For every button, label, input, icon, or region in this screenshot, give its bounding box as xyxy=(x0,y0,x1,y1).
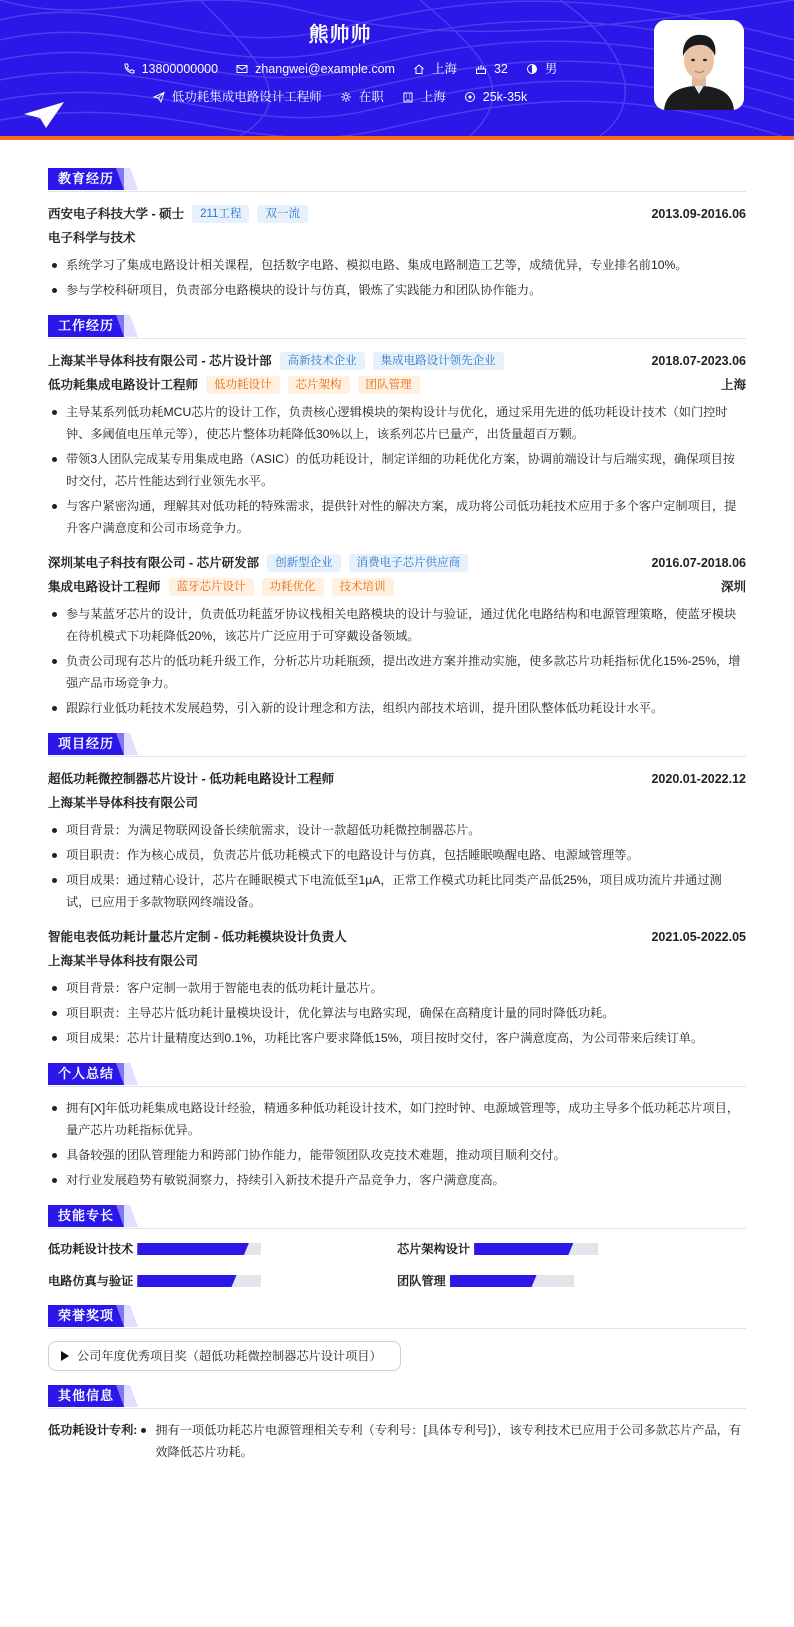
list-item: 项目背景：为满足物联网设备长续航需求，设计一款超低功耗微控制器芯片。 xyxy=(48,819,746,841)
list-item: 项目职责：作为核心成员，负责芯片低功耗模式下的电路设计与仿真，包括睡眠唤醒电路、电源域管理等。 xyxy=(48,844,746,866)
position-tag: 技术培训 xyxy=(332,578,394,596)
project-date: 2021.05-2022.05 xyxy=(651,929,746,944)
skill-item xyxy=(48,1271,397,1291)
gender-icon xyxy=(526,63,538,75)
list-item: 带领3人团队完成某专用集成电路（ASIC）的低功耗设计，制定详细的功耗优化方案，协调前端设计与后端实现，确保项目按时交付，芯片性能达到行业领先水平。 xyxy=(48,448,746,492)
phone-icon xyxy=(123,63,135,75)
work-city: 深圳 xyxy=(720,579,746,594)
list-item: 项目成果：芯片计量精度达到0.1%，功耗比客户要求降低15%，项目按时交付，客户满意度高，为公司带来后续订单。 xyxy=(48,1027,746,1049)
skills-section-header xyxy=(48,1205,746,1229)
salary-item xyxy=(464,88,527,107)
position-row xyxy=(48,373,746,397)
project-entry xyxy=(48,925,746,1049)
work-section xyxy=(48,315,746,719)
work-section-title: 工作经历 xyxy=(48,315,124,337)
company-tag: 集成电路设计领先企业 xyxy=(373,352,504,370)
work-section-header xyxy=(48,315,746,339)
skills-grid xyxy=(48,1239,746,1291)
job-title-text: 低功耗集成电路设计工程师 xyxy=(171,90,322,104)
salary-text: 25k-35k xyxy=(482,90,528,104)
skill-bar-fill xyxy=(474,1243,573,1255)
resume-header xyxy=(0,0,794,140)
skill-bar xyxy=(474,1243,598,1255)
skill-bar-fill xyxy=(137,1243,249,1255)
skill-bar-fill xyxy=(450,1275,537,1287)
work-city: 上海 xyxy=(720,377,746,392)
education-row xyxy=(48,202,746,226)
honors-section-title: 荣誉奖项 xyxy=(48,1305,124,1327)
skill-label: 芯片架构设计 xyxy=(397,1241,471,1256)
paper-plane-icon xyxy=(22,100,66,130)
intent-row xyxy=(0,88,680,107)
position-block xyxy=(48,376,420,395)
home-icon xyxy=(413,63,425,75)
company-name: 深圳某电子科技有限公司 - 芯片研发部 xyxy=(48,555,260,570)
money-icon xyxy=(464,91,476,103)
position-tag: 蓝牙芯片设计 xyxy=(169,578,254,596)
project-row xyxy=(48,767,746,791)
work-date: 2016.07-2018.06 xyxy=(651,555,746,570)
header-accent-line xyxy=(0,136,794,140)
major: 电子科学与技术 xyxy=(48,231,136,245)
company-block xyxy=(48,554,468,573)
projects-section-header xyxy=(48,733,746,757)
work-entry xyxy=(48,349,746,539)
gender-item xyxy=(526,60,558,79)
education-section-title: 教育经历 xyxy=(48,168,124,190)
work-entry xyxy=(48,551,746,719)
company-block xyxy=(48,352,504,371)
other-section xyxy=(48,1385,746,1466)
company-tag: 创新型企业 xyxy=(267,554,341,572)
phone-item xyxy=(123,60,218,79)
projects-section xyxy=(48,733,746,1049)
skill-bar xyxy=(137,1243,261,1255)
project-bullets xyxy=(48,819,746,913)
school-block xyxy=(48,205,308,224)
gender-text: 男 xyxy=(544,62,558,76)
skill-bar-fill xyxy=(137,1275,236,1287)
honors-section-header xyxy=(48,1305,746,1329)
cake-icon xyxy=(475,63,487,75)
company-row xyxy=(48,551,746,575)
list-item: 项目成果：通过精心设计，芯片在睡眠模式下电流低至1μA，正常工作模式功耗比同类产品低25%，项目成功流片并通过测试，已应用于多款物联网终端设备。 xyxy=(48,869,746,913)
summary-section-header xyxy=(48,1063,746,1087)
project-name: 超低功耗微控制器芯片设计 - 低功耗电路设计工程师 xyxy=(48,771,335,786)
position-name: 低功耗集成电路设计工程师 xyxy=(48,377,199,392)
list-item: 项目背景：客户定制一款用于智能电表的低功耗计量芯片。 xyxy=(48,977,746,999)
education-section-header xyxy=(48,168,746,192)
position-tag: 芯片架构 xyxy=(288,376,350,394)
list-item: 系统学习了集成电路设计相关课程，包括数字电路、模拟电路、集成电路制造工艺等，成绩优异，专业排名前10%。 xyxy=(48,254,746,276)
mail-icon xyxy=(236,63,248,75)
list-item: 项目职责：主导芯片低功耗计量模块设计，优化算法与电路实现，确保在高精度计量的同时降低功耗。 xyxy=(48,1002,746,1024)
list-item: 参与学校科研项目，负责部分电路模块的设计与仿真，锻炼了实践能力和团队协作能力。 xyxy=(48,279,746,301)
project-entry xyxy=(48,767,746,913)
age-text: 32 xyxy=(493,62,508,76)
list-item: 具备较强的团队管理能力和跨部门协作能力，能带领团队攻克技术难题，推动项目顺利交付。 xyxy=(48,1144,746,1166)
resume-content xyxy=(0,140,794,1486)
school-tag: 211工程 xyxy=(192,205,249,223)
position-row xyxy=(48,575,746,599)
project-date: 2020.01-2022.12 xyxy=(651,771,746,786)
work-bullets xyxy=(48,401,746,539)
position-block xyxy=(48,578,394,597)
other-section-header xyxy=(48,1385,746,1409)
avatar-portrait xyxy=(654,20,744,110)
city-text: 上海 xyxy=(431,62,457,76)
list-item: 拥有一项低功耗芯片电源管理相关专利（专利号：[具体专利号]），该专利技术已应用于公司多款芯片产品，有效降低芯片功耗。 xyxy=(137,1419,746,1463)
position-name: 集成电路设计工程师 xyxy=(48,579,161,594)
project-row xyxy=(48,925,746,949)
candidate-name: 熊帅帅 xyxy=(308,24,372,46)
list-item: 主导某系列低功耗MCU芯片的设计工作，负责核心逻辑模块的架构设计与优化，通过采用先进的低功耗设计技术（如门控时钟、多阈值电压单元等），使芯片整体功耗降低30%以上，该系列芯片已量产，出货量超百万颗。 xyxy=(48,401,746,445)
school-name: 西安电子科技大学 - 硕士 xyxy=(48,206,185,221)
education-section xyxy=(48,168,746,301)
target-city-item xyxy=(402,88,446,107)
summary-section-title: 个人总结 xyxy=(48,1063,124,1085)
work-bullets xyxy=(48,603,746,719)
skill-label: 电路仿真与验证 xyxy=(48,1273,134,1288)
summary-section xyxy=(48,1063,746,1191)
work-date: 2018.07-2023.06 xyxy=(651,353,746,368)
skill-bar xyxy=(137,1275,261,1287)
target-city-text: 上海 xyxy=(420,90,446,104)
honors-section xyxy=(48,1305,746,1371)
skills-section xyxy=(48,1205,746,1291)
list-item: 跟踪行业低功耗技术发展趋势，引入新的设计理念和方法，组织内部技术培训，提升团队整体低功耗设计水平。 xyxy=(48,697,746,719)
age-item xyxy=(475,60,508,79)
honor-item xyxy=(48,1341,401,1371)
other-item xyxy=(48,1419,746,1466)
education-entry xyxy=(48,202,746,301)
gear-icon xyxy=(340,91,352,103)
company-name: 上海某半导体科技有限公司 - 芯片设计部 xyxy=(48,353,272,368)
other-bullets xyxy=(137,1419,746,1466)
position-tag: 功耗优化 xyxy=(262,578,324,596)
list-item: 负责公司现有芯片的低功耗升级工作，分析芯片功耗瓶颈，提出改进方案并推动实施，使多款芯片功耗指标优化15%-25%，增强产品市场竞争力。 xyxy=(48,650,746,694)
school-tag: 双一流 xyxy=(257,205,308,223)
position-tag: 低功耗设计 xyxy=(206,376,280,394)
honor-text: 公司年度优秀项目奖（超低功耗微控制器芯片设计项目） xyxy=(77,1348,382,1363)
company-tag: 消费电子芯片供应商 xyxy=(349,554,469,572)
status-item xyxy=(340,88,384,107)
company-tag: 高新技术企业 xyxy=(280,352,365,370)
position-tag: 团队管理 xyxy=(358,376,420,394)
phone-text: 13800000000 xyxy=(141,62,219,76)
skill-item xyxy=(397,1271,746,1291)
avatar xyxy=(654,20,744,110)
education-bullets xyxy=(48,254,746,301)
city-item xyxy=(413,60,457,79)
send-icon xyxy=(153,91,165,103)
skill-item xyxy=(48,1239,397,1259)
email-text: zhangwei@example.com xyxy=(255,62,395,76)
list-item: 拥有[X]年低功耗集成电路设计经验，精通多种低功耗设计技术，如门控时钟、电源域管理等，成功主导多个低功耗芯片项目，量产芯片功耗指标优异。 xyxy=(48,1097,746,1141)
title-item xyxy=(153,88,322,107)
skill-item xyxy=(397,1239,746,1259)
other-label: 低功耗设计专利: xyxy=(48,1423,138,1437)
skill-label: 团队管理 xyxy=(397,1273,446,1288)
status-text: 在职 xyxy=(358,90,384,104)
project-org: 上海某半导体科技有限公司 xyxy=(48,954,199,968)
project-name: 智能电表低功耗计量芯片定制 - 低功耗模块设计负责人 xyxy=(48,929,347,944)
skills-section-title: 技能专长 xyxy=(48,1205,124,1227)
triangle-right-icon xyxy=(61,1351,69,1361)
projects-section-title: 项目经历 xyxy=(48,733,124,755)
contact-row xyxy=(0,60,680,79)
company-row xyxy=(48,349,746,373)
list-item: 对行业发展趋势有敏锐洞察力，持续引入新技术提升产品竞争力，客户满意度高。 xyxy=(48,1169,746,1191)
other-section-title: 其他信息 xyxy=(48,1385,124,1407)
list-item: 参与某蓝牙芯片的设计，负责低功耗蓝牙协议栈相关电路模块的设计与验证，通过优化电路结构和电源管理策略，使蓝牙模块在待机模式下功耗降低20%，该芯片广泛应用于可穿戴设备领域。 xyxy=(48,603,746,647)
education-date: 2013.09-2016.06 xyxy=(651,206,746,221)
building-icon xyxy=(402,91,414,103)
email-item xyxy=(236,60,395,79)
skill-label: 低功耗设计技术 xyxy=(48,1241,134,1256)
project-bullets xyxy=(48,977,746,1049)
summary-bullets xyxy=(48,1097,746,1191)
list-item: 与客户紧密沟通，理解其对低功耗的特殊需求，提供针对性的解决方案，成功将公司低功耗技术应用于多个客户定制项目，提升客户满意度和公司市场竞争力。 xyxy=(48,495,746,539)
project-org: 上海某半导体科技有限公司 xyxy=(48,796,199,810)
skill-bar xyxy=(450,1275,574,1287)
